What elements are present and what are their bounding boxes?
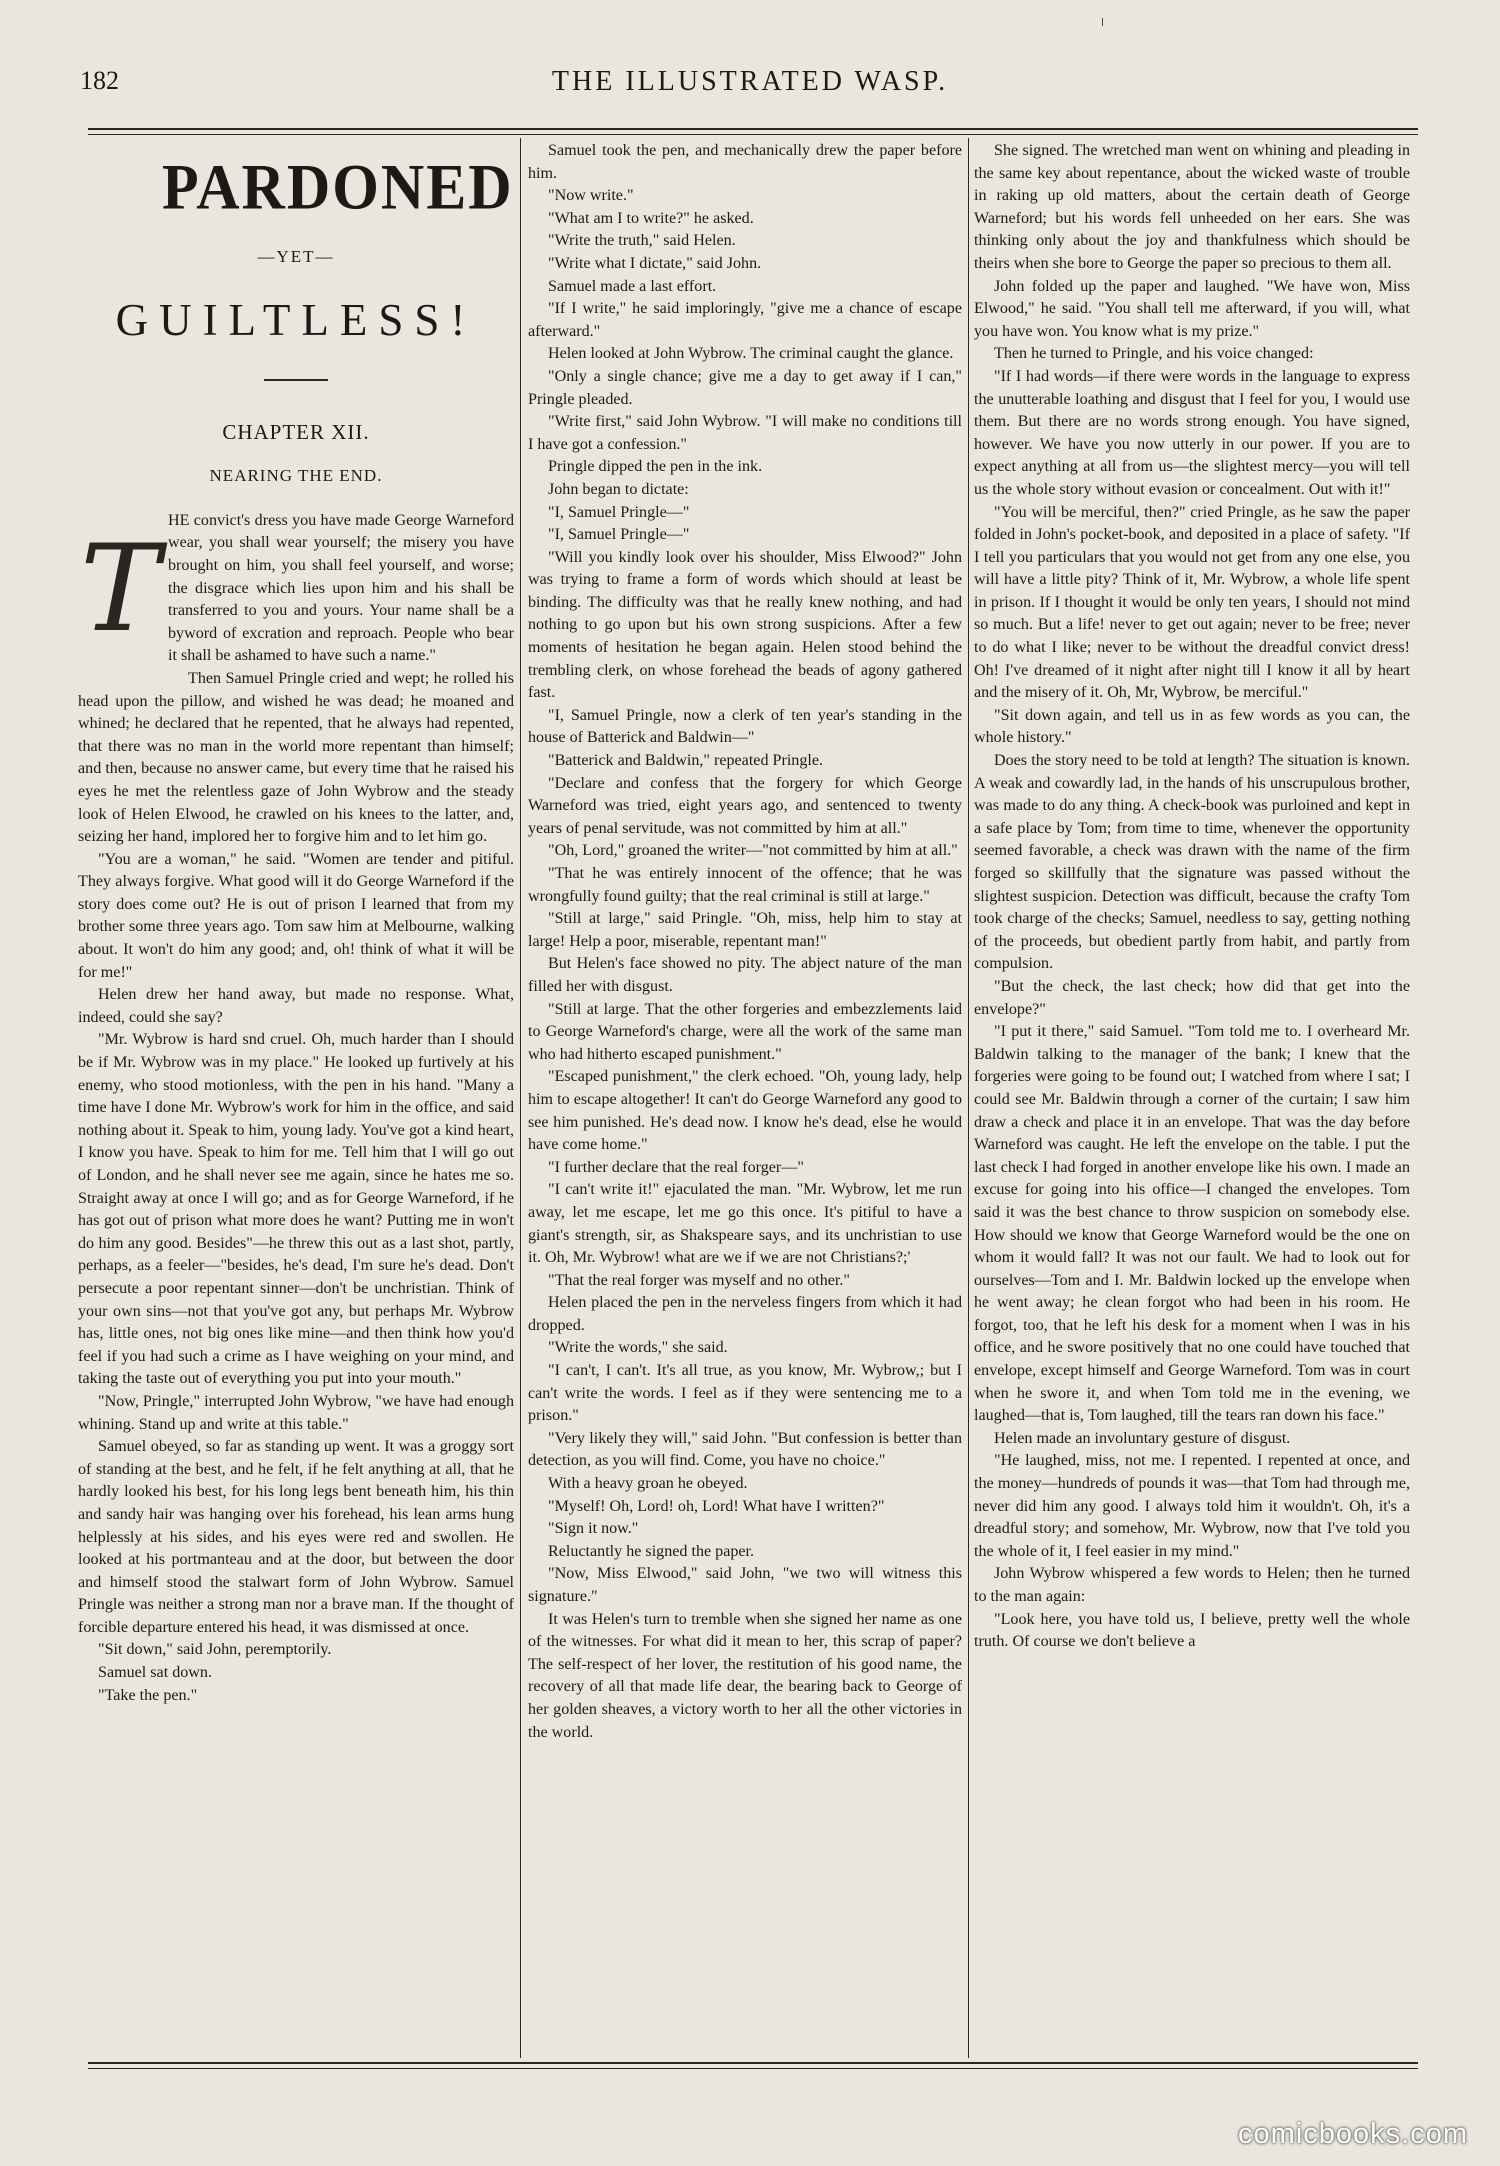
masthead: THE ILLUSTRATED WASP. bbox=[551, 66, 949, 97]
column-2 bbox=[528, 140, 962, 1744]
page-header bbox=[80, 66, 1420, 106]
footer-rule-thin bbox=[88, 2068, 1418, 2069]
paragraph: "That he was entirely innocent of the offence; that he was wrongfully found guilty; that the real criminal is still at large." bbox=[528, 865, 962, 905]
paragraph: "I, Samuel Pringle—" bbox=[548, 503, 690, 521]
paragraph: "Now write." bbox=[548, 187, 634, 205]
paragraph: Helen drew her hand away, but made no response. What, indeed, could she say? bbox=[78, 986, 514, 1026]
paragraph: John began to dictate: bbox=[548, 480, 689, 498]
paragraph: HE convict's dress you have made George Warneford wear, you shall wear yourself; the misery you have brought on him, you shall feel yourself, and worse; the disgrace which lies upon him and his shall be transferred to you and yours. Your name shall be a byword of excration and reproach. People who bear it shall be ashamed to have such a name." bbox=[168, 511, 514, 665]
paragraph: "You are a woman," he said. "Women are tender and pitiful. They always forgive. What good will it do George Warneford if the story does come out? He is out of prison I learned that from my brother some three years ago. Tom saw him at Melbourne, walking about. It won't do him any good; and, oh! think of what it will be for me!" bbox=[78, 850, 514, 981]
title-rule bbox=[264, 379, 328, 381]
paragraph: "Sit down again, and tell us in as few words as you can, the whole history." bbox=[974, 706, 1410, 747]
paragraph: Helen made an involuntary gesture of disgust. bbox=[994, 1429, 1291, 1447]
paragraph: "Myself! Oh, Lord! oh, Lord! What have I written?" bbox=[548, 1497, 885, 1515]
chapter-heading: CHAPTER XII. bbox=[222, 419, 370, 444]
paragraph: "Escaped punishment," the clerk echoed. "Oh, young lady, help him to escape altogether! It can't do George Warneford any good to see him punished. He's dead now. I know he's dead, else he would have come home." bbox=[528, 1068, 962, 1154]
paragraph: "I, Samuel Pringle, now a clerk of ten year's standing in the house of Batterick and Baldwin—" bbox=[528, 706, 962, 747]
paragraph: "Oh, Lord," groaned the writer—"not committed by him at all." bbox=[548, 842, 958, 860]
paragraph: "If I had words—if there were words in the language to express the unutterable loathing and disgust that I feel for you, I would use them. But there are no words strong enough. You have signed, however. We have you now utterly in our power. If you are to expect anything at all from us—the slightest mercy—you will tell us the whole story without evasion or concealment. Out with it!" bbox=[974, 367, 1410, 498]
paragraph: Samuel obeyed, so far as standing up went. It was a groggy sort of standing at the best, and he felt, if he felt anything at all, that he hardly looked his best, for his long legs bent beneath him, his thin and sandy hair was hanging over his forehead, his lean arms hung helplessly at his sides, and his eyes were red and swollen. He looked at his portmanteau and at the door, but between the door and himself stood the stalwart form of John Wybrow. Samuel Pringle was neither a strong man nor a brave man. If the thought of forcible departure entered his head, it was dismissed at once. bbox=[78, 1438, 514, 1636]
column-1 bbox=[78, 140, 514, 1707]
paragraph: "Write the truth," said Helen. bbox=[548, 232, 736, 250]
paragraph: "Look here, you have told us, I believe, pretty well the whole truth. Of course we don't believe a bbox=[974, 1610, 1410, 1651]
margin-mark bbox=[1102, 18, 1103, 26]
paragraph: "I can't, I can't. It's all true, as you know, Mr. Wybrow,; but I can't write the words. I feel as if they were sentencing me to a prison." bbox=[528, 1362, 962, 1425]
paragraph: John Wybrow whispered a few words to Helen; then he turned to the man again: bbox=[974, 1565, 1410, 1605]
paragraph: "Write what I dictate," said John. bbox=[548, 254, 762, 272]
paragraph: Reluctantly he signed the paper. bbox=[548, 1542, 755, 1560]
paragraph: Helen placed the pen in the nerveless fingers from which it had dropped. bbox=[528, 1294, 962, 1334]
paragraph: "If I write," he said imploringly, "give me a chance of escape afterward." bbox=[528, 300, 962, 340]
paragraph: "Declare and confess that the forgery for which George Warneford was tried, eight years ago, and sentenced to twenty years of penal servitude, was not committed by him at all." bbox=[528, 774, 962, 837]
story-title: PARDONED bbox=[162, 151, 514, 223]
paragraph: "Mr. Wybrow is hard snd cruel. Oh, much harder than I should be if Mr. Wybrow was in my place." He looked up furtively at his enemy, who stood motionless, with the pen in his hand. "Many a time have I done Mr. Wybrow's work for him in the office, and said nothing about it. Speak to him, young lady. You've got a kind heart, I know you have. Speak to him for me. Tell him that I will go out of London, and he shall never see me again, since he hates me so. Straight away at once I will go; and as for George Warneford, if he has got out of prison what more does he want? Putting me in won't do him any good. Besides"—he threw this out as a last shot, partly, perhaps, as a feeler—"besides, he's dead, I'm sure he's dead. Don't persecute a poor repentant sinner—don't be unchristian. Think of your own sins—not that you've got any, but perhaps Mr. Wybrow has, little ones, not big ones like mine—and then think how you'd feel if you had such a crime as I have weighing on your mind, and taking the taste out of everything you put into your mouth." bbox=[78, 1031, 514, 1388]
chapter-subtitle: NEARING THE END. bbox=[209, 466, 383, 486]
footer-rule bbox=[88, 2062, 1418, 2064]
header-rule bbox=[88, 128, 1418, 130]
paragraph: "Write the words," she said. bbox=[548, 1339, 728, 1357]
paragraph: "But the check, the last check; how did that get into the envelope?" bbox=[974, 977, 1410, 1018]
paragraph: "Still at large. That the other forgeries and embezzlements laid to George Warneford's charge, were all the work of the same man who had hitherto escaped punishment." bbox=[528, 1000, 962, 1063]
paragraph: "I, Samuel Pringle—" bbox=[548, 526, 690, 544]
paragraph: "Very likely they will," said John. "But confession is better than detection, as you will find. Come, you have no choice." bbox=[528, 1429, 962, 1470]
ornate-dropcap: T bbox=[79, 519, 161, 659]
paragraph: "I further declare that the real forger—" bbox=[548, 1158, 804, 1176]
column-divider bbox=[968, 138, 969, 2058]
article-body bbox=[78, 510, 514, 1707]
story-title-secondary: GUILTLESS! bbox=[115, 294, 477, 345]
paragraph: It was Helen's turn to tremble when she signed her name as one of the witnesses. For what did it mean to her, this scrap of paper? The self-respect of her lover, the restitution of his good name, the recovery of all that made life dear, the bearing back to George of her golden sheaves, a victory worth to her all the other victories in the world. bbox=[528, 1610, 962, 1741]
paragraph: Helen looked at John Wybrow. The criminal caught the glance. bbox=[548, 345, 954, 363]
paragraph: Pringle dipped the pen in the ink. bbox=[548, 458, 763, 476]
watermark-brand: comicbooks.com bbox=[1238, 2118, 1468, 2150]
paragraph: But Helen's face showed no pity. The abject nature of the man filled her with disgust. bbox=[528, 955, 962, 995]
header-rule-thin bbox=[88, 134, 1418, 135]
column-divider bbox=[520, 138, 521, 2058]
column-3 bbox=[974, 140, 1410, 1654]
paragraph: John folded up the paper and laughed. "We have won, Miss Elwood," he said. "You shall tell me afterward, if you will, what you have won. You know what is my prize." bbox=[974, 277, 1410, 340]
paragraph: "That the real forger was myself and no other." bbox=[548, 1271, 850, 1289]
page-number: 182 bbox=[80, 66, 119, 95]
paragraph: Samuel made a last effort. bbox=[548, 277, 717, 295]
paragraph: "Now, Miss Elwood," said John, "we two will witness this signature." bbox=[528, 1565, 962, 1605]
paragraph: Samuel sat down. bbox=[98, 1664, 212, 1682]
paragraph: Then he turned to Pringle, and his voice changed: bbox=[994, 345, 1314, 363]
story-title-block bbox=[78, 152, 514, 488]
paragraph: "What am I to write?" he asked. bbox=[548, 209, 754, 227]
paragraph: "He laughed, miss, not me. I repented. I repented at once, and the money—hundreds of pounds it was—that Tom had through me, never did him any good. I always told him it wouldn't. Oh, it's a dreadful story; and somehow, Mr. Wybrow, now that I've told you the whole of it, I feel easier in my mind." bbox=[974, 1452, 1410, 1560]
paragraph: "Now, Pringle," interrupted John Wybrow, "we have had enough whining. Stand up and write at this table." bbox=[78, 1392, 514, 1433]
paragraph: "Only a single chance; give me a day to get away if I can," Pringle pleaded. bbox=[528, 367, 962, 408]
title-connector: —YET— bbox=[257, 247, 335, 266]
paragraph: "Sit down," said John, peremptorily. bbox=[98, 1641, 332, 1659]
paragraph: Does the story need to be told at length? The situation is known. A weak and cowardly lad, in the hands of his unscrupulous brother, was made to do any thing. A check-book was purloined and kept in a safe place by Tom; from time to time, whenever the opportunity seemed favorable, a check was drawn with the name of the firm forged so skillfully that the signature was passed without the slightest suspicion. Detection was difficult, because the crafty Tom took charge of the checks; Samuel, needless to say, getting nothing of the proceeds, but obedient partly from habit, and partly from compulsion. bbox=[974, 752, 1410, 973]
paragraph: "Batterick and Baldwin," repeated Pringle. bbox=[548, 752, 824, 770]
paragraph: Samuel took the pen, and mechanically drew the paper before him. bbox=[528, 142, 962, 182]
paragraph: "Write first," said John Wybrow. "I will make no conditions till I have got a confession." bbox=[528, 413, 962, 453]
paragraph: "I can't write it!" ejaculated the man. "Mr. Wybrow, let me run away, let me escape, let me go this once. It's pitiful to have a giant's strength, sir, as Shakspeare says, and its unchristian to use it. Oh, Mr. Wybrow! what are we if we are not Christians?;' bbox=[528, 1181, 962, 1267]
paragraph: Then Samuel Pringle cried and wept; he rolled his head upon the pillow, and wished he was dead; he moaned and whined; he declared that he repented, that he always had repented, that there was no man in the world more repentant than himself; and then, because no answer came, but every time that he raised his eyes he met the relentless gaze of John Wybrow and the steady look of Helen Elwood, he crawled on his knees to the latter, and, seizing her hand, implored her to forgive him and to let him go. bbox=[78, 669, 514, 846]
paragraph: "I put it there," said Samuel. "Tom told me to. I overheard Mr. Baldwin talking to the manager of the bank; I knew that the forgeries were going to be found out; I watched from where I sat; I could see Mr. Baldwin through a corner of the curtain; I saw him draw a check and place it in an envelope. That was the day before Warneford was caught. He left the envelope on the table. I put the last check I had forged in another envelope like his own. I made an excuse for going into his office—I changed the envelopes. Tom said it was the best chance to throw suspicion on somebody else. How should we know that George Warneford would be the one on whom it would fall? It was not our fault. We had to look out for ourselves—Tom and I. Mr. Baldwin locked up the envelope when he went away; he clean forgot who had been in his room. He forgot, too, that he left his desk for a moment when I was in his office, and he swore positively that no one could have touched that envelope, except himself and George Warneford. Tom was in court when he swore it, and when Tom told me in the evening, we laughed—that is, Tom laughed, till the tears ran down his face." bbox=[974, 1023, 1410, 1425]
paragraph: With a heavy groan he obeyed. bbox=[548, 1475, 748, 1493]
paragraph: She signed. The wretched man went on whining and pleading in the same key about repentance, about the wicked waste of trouble in raking up old matters, about the certain death of George Warneford; but his words fell unheeded on her ears. She was thinking only about the joy and thankfulness which should be theirs when she bore to George the paper so precious to them all. bbox=[974, 142, 1410, 272]
paragraph: "Take the pen." bbox=[98, 1686, 198, 1704]
paragraph: "You will be merciful, then?" cried Pringle, as he saw the paper folded in John's pocket-book, and deposited in a place of safety. "If I tell you particulars that you would not get from any one else, you will have a little pity? Think of it, Mr. Wybrow, a whole life spent in prison. If I thought it would be only ten years, I should not mind so much. But a life! never to get out again; never to be free; never to do what I like; never to be without the dreadful convict dress! Oh! I've dreamed of it night after night till I know it all by heart and the misery of it. Oh, Mr, Wybrow, be merciful." bbox=[974, 503, 1410, 702]
paragraph: "Will you kindly look over his shoulder, Miss Elwood?" John was trying to frame a form of words which should at least be binding. The difficulty was that he really knew nothing, and had nothing to go upon but his own strong suspicions. After a few moments of hesitation he began again. Helen stood behind the trembling clerk, on whose forehead the beads of agony gathered fast. bbox=[528, 548, 962, 702]
paragraph: "Sign it now." bbox=[548, 1520, 639, 1538]
paragraph: "Still at large," said Pringle. "Oh, miss, help him to stay at large! Help a poor, miserable, repentant man!" bbox=[528, 910, 962, 950]
